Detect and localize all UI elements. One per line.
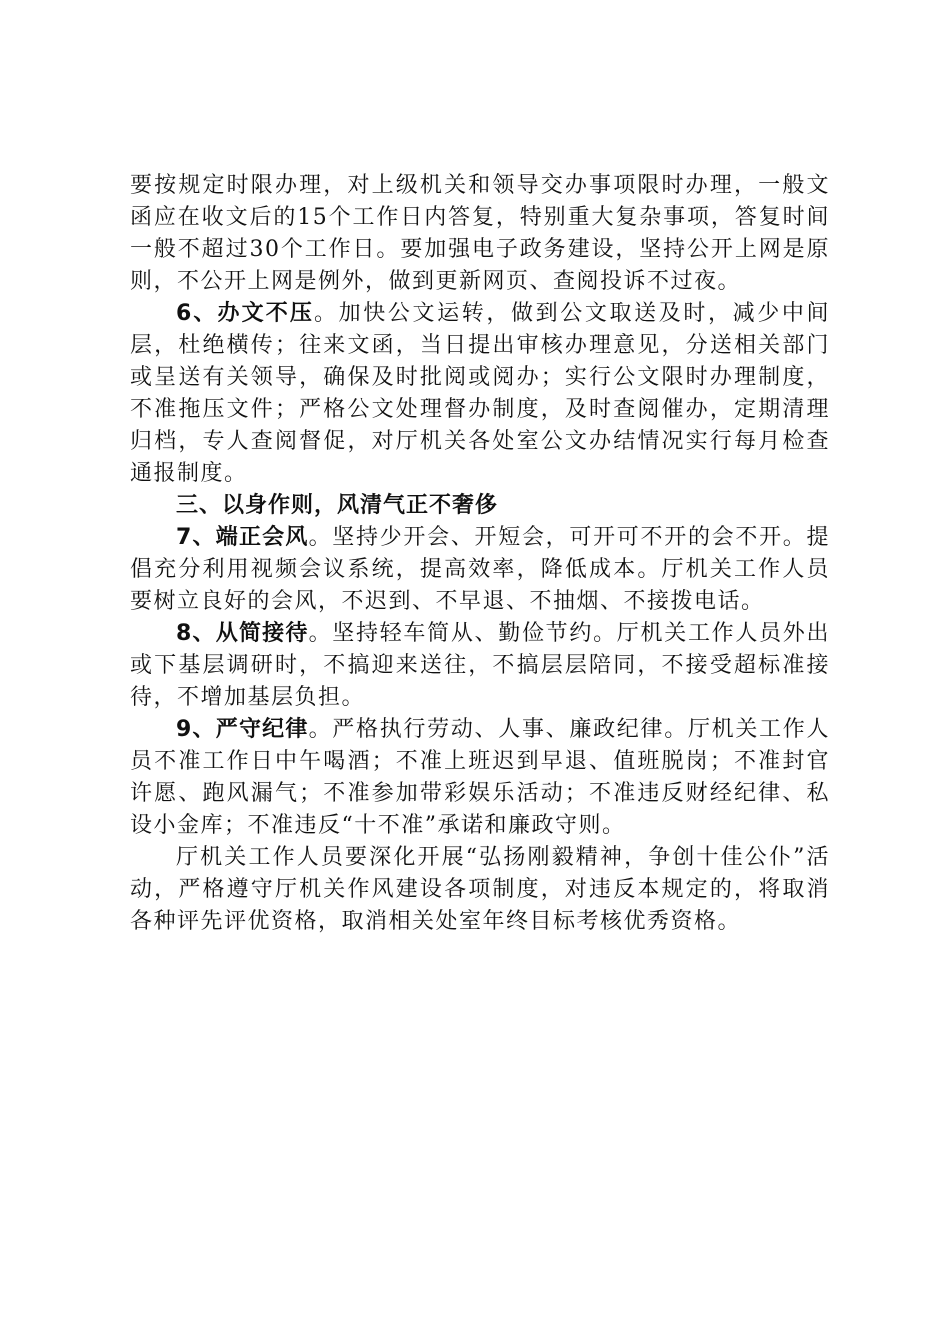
paragraph-item-6: [130, 298, 830, 490]
section-heading-3: 三、以身作则，风清气正不奢侈: [176, 493, 499, 518]
item-7-title: 7、端正会风: [176, 525, 309, 550]
item-6-title: 6、办文不压: [176, 301, 315, 326]
item-8-title: 8、从简接待: [176, 621, 309, 646]
item-7-body: 。坚持少开会、开短会，可开可不开的会不开。提倡充分利用视频会议系统，提高效率，降低成本。厅机关工作人员要树立良好的会风，不迟到、不早退、不抽烟、不接拨电话。: [130, 525, 830, 614]
paragraph-item-8: [130, 618, 830, 714]
item-9-title: 9、严守纪律: [176, 717, 309, 742]
item-8-body: 。坚持轻车简从、勤俭节约。厅机关工作人员外出或下基层调研时，不搞迎来送往，不搞层层陪同，不接受超标准接待，不增加基层负担。: [130, 621, 830, 710]
item-9-body: 。严格执行劳动、人事、廉政纪律。厅机关工作人员不准工作日中午喝酒；不准上班迟到早退、值班脱岗；不准封官许愿、跑风漏气；不准参加带彩娱乐活动；不准违反财经纪律、私设小金库；不准违反“十不准”承诺和廉政守则。: [130, 717, 830, 838]
paragraph-deadline-handling: 要按规定时限办理，对上级机关和领导交办事项限时办理，一般文函应在收文后的15个工作日内答复，特别重大复杂事项，答复时间一般不超过30个工作日。要加强电子政务建设，坚持公开上网是原则，不公开上网是例外，做到更新网页、查阅投诉不过夜。: [130, 173, 830, 294]
paragraph-item-9: [130, 714, 830, 842]
paragraph-closing: 厅机关工作人员要深化开展“弘扬刚毅精神，争创十佳公仆”活动，严格遵守厅机关作风建设各项制度，对违反本规定的，将取消各种评先评优资格，取消相关处室年终目标考核优秀资格。: [130, 845, 830, 934]
paragraph-item-7: [130, 522, 830, 618]
item-6-body: 。加快公文运转，做到公文取送及时，减少中间层，杜绝横传；往来文函，当日提出审核办理意见，分送相关部门或呈送有关领导，确保及时批阅或阅办；实行公文限时办理制度，不准拖压文件；严格公文处理督办制度，及时查阅催办，定期清理归档，专人查阅督促，对厅机关各处室公文办结情况实行每月检查通报制度。: [130, 301, 830, 486]
document-body: [130, 170, 830, 938]
